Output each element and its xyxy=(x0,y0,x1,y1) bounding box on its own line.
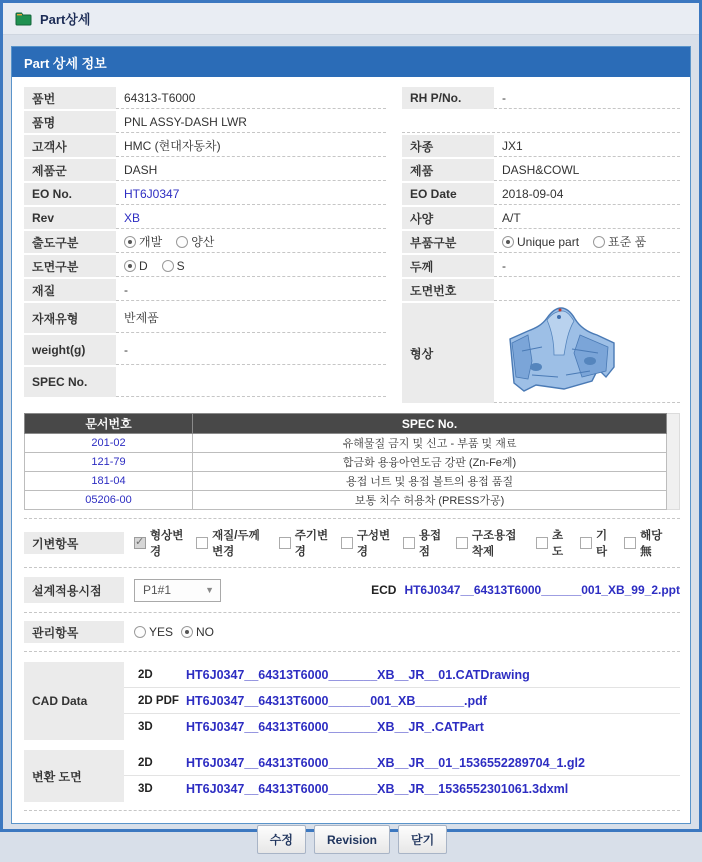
table-row xyxy=(25,434,667,453)
field-release-type xyxy=(24,231,386,253)
field-label: 제품 xyxy=(402,159,494,181)
field-label: 도면번호 xyxy=(402,279,494,301)
field-part-no xyxy=(24,87,386,109)
field-label: EO No. xyxy=(24,183,116,205)
checkbox-label: 해당 無 xyxy=(640,530,663,558)
field-label: 형상 xyxy=(402,303,494,403)
field-part-type xyxy=(402,231,680,253)
spec-doc-link[interactable]: 181-04 xyxy=(91,475,126,487)
spec-col-doc-no: 문서번호 xyxy=(25,414,193,434)
list-item xyxy=(124,714,680,740)
field-value: DASH xyxy=(116,159,386,181)
spec-table xyxy=(24,413,667,510)
file-type: 2D xyxy=(138,668,153,681)
field-label: 두께 xyxy=(402,255,494,277)
field-product-group xyxy=(24,159,386,181)
radio-label: 양산 xyxy=(191,235,215,249)
radio-release-prod[interactable] xyxy=(176,236,188,248)
field-value: - xyxy=(116,279,386,301)
radio-label: YES xyxy=(149,625,174,639)
divider xyxy=(24,810,680,811)
spec-doc-link[interactable]: 201-02 xyxy=(91,437,126,449)
divider xyxy=(24,567,680,568)
chevron-down-icon: ▼ xyxy=(205,585,215,595)
checkbox-not-applicable[interactable] xyxy=(624,537,636,549)
converted-drawing-section xyxy=(24,750,680,802)
checkbox-structural-adhesive[interactable] xyxy=(456,537,468,549)
field-value: PNL ASSY-DASH LWR xyxy=(116,111,386,133)
table-row xyxy=(25,472,667,491)
converted-2d-link[interactable]: HT6J0347__64313T6000_______XB__JR__01_1536552289704_1.gl2 xyxy=(186,755,585,770)
list-item xyxy=(124,776,680,802)
divider xyxy=(24,612,680,613)
spec-doc-link[interactable]: 121-79 xyxy=(91,456,126,468)
spec-col-spec-no: SPEC No. xyxy=(193,414,667,434)
divider xyxy=(24,651,680,652)
field-thickness xyxy=(402,255,680,277)
field-rev xyxy=(24,207,386,229)
eo-no-link[interactable]: HT6J0347 xyxy=(116,183,386,205)
window-titlebar xyxy=(3,3,699,35)
field-label: 사양 xyxy=(402,207,494,229)
radio-unique-part[interactable] xyxy=(502,236,514,248)
field-drawing-type xyxy=(24,255,386,277)
radio-drawing-d[interactable] xyxy=(124,260,136,272)
change-items-row xyxy=(24,527,680,559)
field-customer xyxy=(24,135,386,157)
part-shape-image xyxy=(502,305,620,399)
field-spacer xyxy=(402,111,680,133)
file-type: 3D xyxy=(138,783,153,795)
field-vehicle xyxy=(402,135,680,157)
cad-3d-link[interactable]: HT6J0347__64313T6000_______XB__JR_.CATPart xyxy=(186,720,484,734)
checkbox-label: 주기변경 xyxy=(294,530,329,558)
field-label: Rev xyxy=(24,207,116,229)
field-eo-date xyxy=(402,183,680,205)
cad-data-section xyxy=(24,662,680,740)
field-value: 2018-09-04 xyxy=(494,183,680,205)
checkbox-initial[interactable] xyxy=(536,537,548,549)
spec-table-section xyxy=(24,413,680,510)
part-detail-panel xyxy=(11,46,691,847)
field-label: 차종 xyxy=(402,135,494,157)
field-shape xyxy=(402,303,680,403)
radio-label: S xyxy=(176,258,185,273)
field-value: - xyxy=(116,335,386,365)
radio-label: Unique part xyxy=(517,234,580,249)
field-label: RH P/No. xyxy=(402,87,494,109)
field-label: 변환 도면 xyxy=(24,750,124,802)
field-label: CAD Data xyxy=(24,662,124,740)
field-value: HMC (현대자동차) xyxy=(116,135,386,157)
checkbox-label: 형상변경 xyxy=(150,530,184,558)
cad-2d-link[interactable]: HT6J0347__64313T6000_______XB__JR__01.CATDrawing xyxy=(186,667,530,682)
field-material-type xyxy=(24,303,386,333)
rev-link[interactable]: XB xyxy=(116,207,386,229)
field-label: weight(g) xyxy=(24,335,116,365)
checkbox-label: 구조용접착제 xyxy=(471,530,517,558)
spec-title: 합금화 용융아연도금 강판 (Zn-Fe계) xyxy=(193,453,667,472)
field-label: 부품구분 xyxy=(402,231,494,253)
checkbox-label: 기타 xyxy=(596,530,608,558)
converted-3d-link[interactable]: HT6J0347__64313T6000_______XB__JR__1536552301061.3dxml xyxy=(186,782,569,796)
list-item xyxy=(124,688,680,714)
table-row xyxy=(25,453,667,472)
radio-drawing-s[interactable] xyxy=(162,260,174,272)
checkbox-material-thickness-change[interactable] xyxy=(196,537,208,549)
field-value xyxy=(116,367,386,397)
checkbox-label: 재질/두께변경 xyxy=(212,530,260,558)
radio-management-yes[interactable] xyxy=(134,626,146,638)
field-label: 설계적용시점 xyxy=(24,577,124,603)
checkbox-label: 용접점 xyxy=(418,530,442,558)
window-title: Part상세 xyxy=(40,12,91,27)
spec-doc-link[interactable]: 05206-00 xyxy=(85,494,132,506)
list-item xyxy=(124,750,680,776)
cad-2d-pdf-link[interactable]: HT6J0347__64313T6000______001_XB_______.pdf xyxy=(186,693,487,708)
field-drawing-no xyxy=(402,279,680,301)
spec-table-scrollbar[interactable] xyxy=(667,413,680,510)
field-rh-pno xyxy=(402,87,680,109)
field-label: 품명 xyxy=(24,111,116,133)
design-point-row xyxy=(24,576,680,604)
ecd-label: ECD xyxy=(371,583,397,597)
spec-title: 보통 치수 허용차 (PRESS가공) xyxy=(193,491,667,510)
field-label: 출도구분 xyxy=(24,231,116,253)
radio-release-dev[interactable] xyxy=(124,236,136,248)
field-value: JX1 xyxy=(494,135,680,157)
field-part-name xyxy=(24,111,386,133)
checkbox-cycle-change[interactable] xyxy=(279,537,291,549)
field-material xyxy=(24,279,386,301)
spec-title: 유해물질 금지 및 신고 - 부품 및 재료 xyxy=(193,434,667,453)
field-spec-opt xyxy=(402,207,680,229)
field-value: - xyxy=(494,255,680,277)
field-label: SPEC No. xyxy=(24,367,116,397)
file-type: 3D xyxy=(138,721,153,733)
field-spec-no xyxy=(24,367,386,397)
checkbox-label: 초도 xyxy=(552,530,564,558)
table-row xyxy=(25,491,667,510)
design-point-select[interactable] xyxy=(134,579,221,602)
radio-label: NO xyxy=(196,625,215,639)
field-value: 64313-T6000 xyxy=(116,87,386,109)
field-product xyxy=(402,159,680,181)
field-value: - xyxy=(494,87,680,109)
ecd-file-link[interactable]: HT6J0347__64313T6000______001_XB_99_2.ppt xyxy=(404,583,680,597)
checkbox-shape-change[interactable] xyxy=(134,537,146,549)
field-value: 반제품 xyxy=(116,303,386,333)
field-label: 도면구분 xyxy=(24,255,116,277)
checkbox-other[interactable] xyxy=(580,537,592,549)
radio-management-no[interactable] xyxy=(181,626,193,638)
field-value: A/T xyxy=(494,207,680,229)
divider xyxy=(24,518,680,519)
field-weight xyxy=(24,335,386,365)
radio-label: 표준 품 xyxy=(608,235,647,249)
checkbox-composition-change[interactable] xyxy=(341,537,353,549)
field-label: 관리항목 xyxy=(24,621,124,643)
field-value xyxy=(494,279,680,301)
field-eo-no xyxy=(24,183,386,205)
field-label: 기변항목 xyxy=(24,532,124,554)
field-label: EO Date xyxy=(402,183,494,205)
edit-button[interactable]: 수정 xyxy=(257,825,306,854)
radio-standard-part[interactable] xyxy=(593,236,605,248)
file-type: 2D xyxy=(138,756,153,769)
field-label: 고객사 xyxy=(24,135,116,157)
checkbox-label: 구성변경 xyxy=(356,530,391,558)
field-label: 품번 xyxy=(24,87,116,109)
folder-icon xyxy=(15,12,32,26)
list-item xyxy=(124,662,680,688)
panel-title: Part 상세 정보 xyxy=(12,47,690,77)
field-label: 제품군 xyxy=(24,159,116,181)
revision-button[interactable]: Revision xyxy=(314,825,390,854)
field-value: DASH&COWL xyxy=(494,159,680,181)
radio-label: D xyxy=(139,258,148,273)
management-row xyxy=(24,621,680,643)
field-label: 재질 xyxy=(24,279,116,301)
spec-title: 용접 너트 및 용접 볼트의 용접 품질 xyxy=(193,472,667,491)
radio-label: 개발 xyxy=(139,235,163,249)
footer-buttons xyxy=(24,825,680,854)
file-type: 2D PDF xyxy=(138,694,179,707)
close-button[interactable]: 닫기 xyxy=(398,825,447,854)
field-label: 자재유형 xyxy=(24,303,116,333)
checkbox-weld-point[interactable] xyxy=(403,537,415,549)
select-value: P1#1 xyxy=(143,583,172,597)
